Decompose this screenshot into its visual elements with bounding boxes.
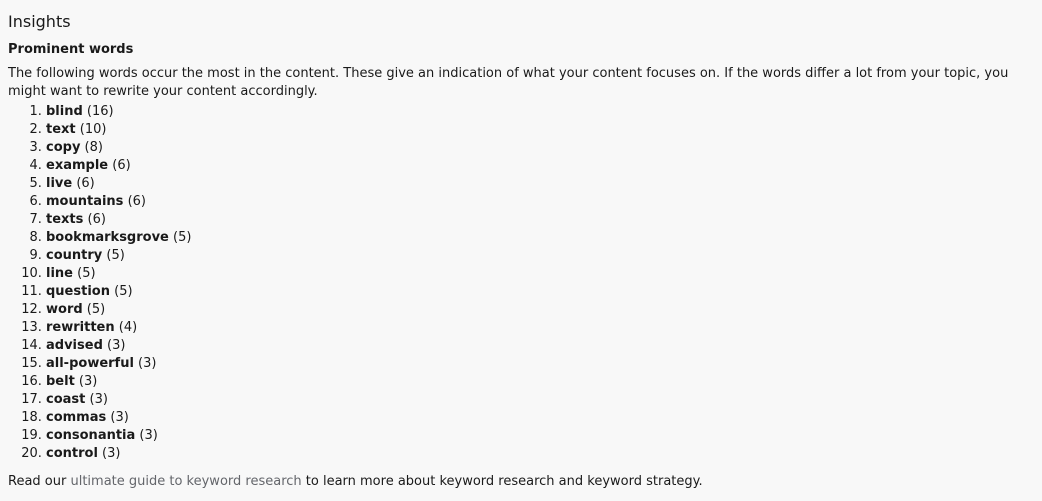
word-list-item <box>46 373 1032 391</box>
word-list-item <box>46 211 1032 229</box>
prominent-word: coast <box>46 392 86 407</box>
prominent-words-list <box>8 103 1032 463</box>
word-count: (3) <box>133 356 157 371</box>
word-list-item <box>46 247 1032 265</box>
word-count: (5) <box>102 248 125 263</box>
word-count: (5) <box>82 302 106 317</box>
word-count: (6) <box>123 194 146 209</box>
word-count: (10) <box>75 122 107 137</box>
word-count: (5) <box>72 266 96 281</box>
description-text: The following words occur the most in the content. These give an indication of what your content focuses on. If the words differ a lot from your topic, you might want to rewrite your content accordingly. <box>8 66 1009 99</box>
word-list-item <box>46 355 1032 373</box>
prominent-words-heading: Prominent words <box>8 42 134 57</box>
page-title: Insights <box>8 12 71 31</box>
word-list-item <box>46 427 1032 445</box>
word-list-item <box>46 283 1032 301</box>
word-count: (8) <box>80 140 103 155</box>
word-list-item <box>46 157 1032 175</box>
word-count: (3) <box>135 428 158 443</box>
prominent-word: line <box>46 266 73 281</box>
footer-prefix: Read our <box>8 474 71 489</box>
word-count: (3) <box>85 392 108 407</box>
word-count: (3) <box>106 410 129 425</box>
footer-text <box>8 473 1032 491</box>
prominent-word: example <box>46 158 109 173</box>
word-count: (6) <box>72 176 95 191</box>
prominent-word: consonantia <box>46 428 136 443</box>
word-count: (6) <box>83 212 106 227</box>
word-list-item <box>46 319 1032 337</box>
word-list-item <box>46 445 1032 463</box>
prominent-word: belt <box>46 374 75 389</box>
prominent-word: country <box>46 248 103 263</box>
prominent-word: rewritten <box>46 320 115 335</box>
word-count: (5) <box>109 284 133 299</box>
word-list-item <box>46 337 1032 355</box>
word-count: (3) <box>102 338 126 353</box>
word-list-item <box>46 103 1032 121</box>
prominent-word: bookmarksgrove <box>46 230 169 245</box>
word-list-item <box>46 229 1032 247</box>
word-list-item <box>46 193 1032 211</box>
word-count: (3) <box>97 446 121 461</box>
word-count: (5) <box>168 230 192 245</box>
prominent-word: question <box>46 284 110 299</box>
prominent-word: commas <box>46 410 107 425</box>
prominent-word: texts <box>46 212 84 227</box>
prominent-word: control <box>46 446 98 461</box>
word-list-item <box>46 301 1032 319</box>
prominent-word: copy <box>46 140 81 155</box>
prominent-word: live <box>46 176 73 191</box>
prominent-word: advised <box>46 338 103 353</box>
word-count: (3) <box>74 374 98 389</box>
prominent-word: text <box>46 122 76 137</box>
prominent-word: mountains <box>46 194 124 209</box>
word-list-item <box>46 139 1032 157</box>
word-list-item <box>46 409 1032 427</box>
word-count: (6) <box>108 158 131 173</box>
prominent-word: blind <box>46 104 83 119</box>
prominent-word: word <box>46 302 83 317</box>
word-list-item <box>46 391 1032 409</box>
word-count: (4) <box>114 320 138 335</box>
word-count: (16) <box>82 104 114 119</box>
word-list-item <box>46 175 1032 193</box>
prominent-word: all-powerful <box>46 356 134 371</box>
keyword-research-guide-link[interactable]: ultimate guide to keyword research <box>70 474 302 489</box>
word-list-item <box>46 265 1032 283</box>
word-list-item <box>46 121 1032 139</box>
footer-suffix: to learn more about keyword research and keyword strategy. <box>301 474 703 489</box>
